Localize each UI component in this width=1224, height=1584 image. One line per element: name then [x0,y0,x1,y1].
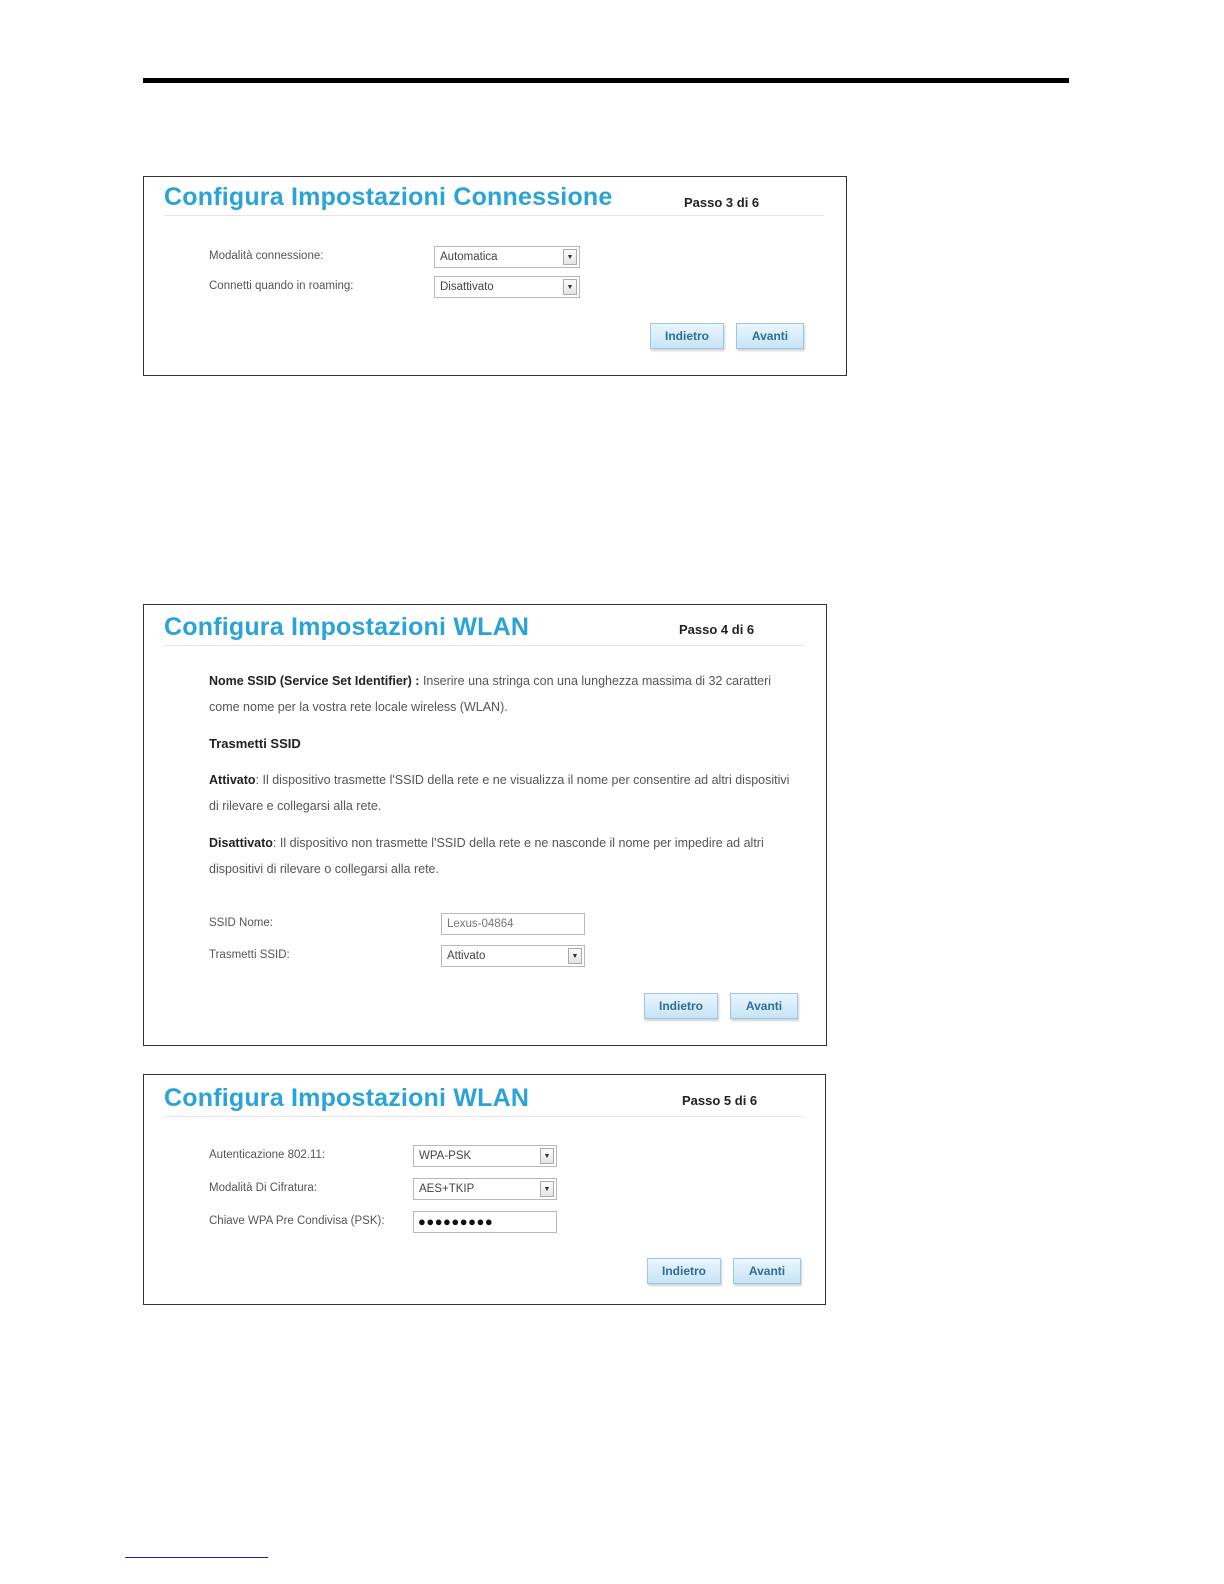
broadcast-select[interactable] [441,945,585,967]
enabled-text: : Il dispositivo trasmette l'SSID della rete e ne visualizza il nome per consentire ad altri dispositivi di rilevare e collegarsi alla rete. [209,773,790,813]
step-indicator: Passo 5 di 6 [682,1093,758,1108]
panel-title: Configura Impostazioni WLAN [164,1084,530,1112]
wlan-security-panel [143,1074,826,1305]
psk-label: Chiave WPA Pre Condivisa (PSK): [209,1215,385,1227]
ssid-description-text: Inserire una stringa con una lunghezza massima di 32 caratteri come nome per la vostra rete locale wireless (WLAN). [209,674,772,714]
back-button[interactable]: Indietro [644,993,718,1019]
auth-value: WPA-PSK [419,1150,472,1162]
auth-select[interactable] [413,1145,557,1167]
broadcast-heading: Trasmetti SSID [209,736,301,751]
next-button[interactable]: Avanti [736,323,804,349]
panel-title: Configura Impostazioni WLAN [164,613,530,641]
connection-mode-select[interactable] [434,246,580,268]
enabled-description [209,767,794,819]
cipher-label: Modalità Di Cifratura: [209,1182,318,1194]
cipher-select[interactable] [413,1178,557,1200]
top-rule [143,78,1069,83]
ssid-name-value: Lexus-04864 [447,918,514,930]
roaming-select[interactable] [434,276,580,298]
step-indicator: Passo 4 di 6 [679,622,755,637]
ssid-description-term: Nome SSID (Service Set Identifier) : [209,674,420,688]
chevron-down-icon[interactable]: ▼ [540,1181,554,1197]
title-divider [164,1116,804,1117]
title-divider [164,645,804,646]
panel-title: Configura Impostazioni Connessione [164,183,613,211]
auth-label: Autenticazione 802.11: [209,1149,326,1161]
psk-value: ●●●●●●●●● [418,1214,494,1229]
broadcast-value: Attivato [447,950,486,962]
enabled-term: Attivato [209,773,256,787]
title-divider [164,215,824,216]
ssid-name-label: SSID Nome: [209,917,273,929]
connection-mode-label: Modalità connessione: [209,250,324,262]
chevron-down-icon[interactable]: ▼ [568,948,582,964]
disabled-term: Disattivato [209,836,273,850]
connection-settings-panel [143,176,847,376]
next-button[interactable]: Avanti [733,1258,801,1284]
ssid-name-input[interactable] [441,913,585,935]
psk-input[interactable] [413,1211,557,1233]
roaming-value: Disattivato [440,281,494,293]
wlan-ssid-panel [143,604,827,1046]
roaming-label: Connetti quando in roaming: [209,280,354,292]
connection-mode-value: Automatica [440,251,498,263]
step-indicator: Passo 3 di 6 [684,195,760,210]
disabled-text: : Il dispositivo non trasmette l'SSID della rete e ne nasconde il nome per impedire ad altri dispositivi di rilevare o collegarsi alla rete. [209,836,764,876]
next-button[interactable]: Avanti [730,993,798,1019]
back-button[interactable]: Indietro [650,323,724,349]
footer-link-rule [125,1557,268,1558]
chevron-down-icon[interactable]: ▼ [563,249,577,265]
cipher-value: AES+TKIP [419,1183,475,1195]
disabled-description [209,830,794,882]
chevron-down-icon[interactable]: ▼ [540,1148,554,1164]
ssid-description [209,668,794,720]
chevron-down-icon[interactable]: ▼ [563,279,577,295]
broadcast-label: Trasmetti SSID: [209,949,290,961]
back-button[interactable]: Indietro [647,1258,721,1284]
